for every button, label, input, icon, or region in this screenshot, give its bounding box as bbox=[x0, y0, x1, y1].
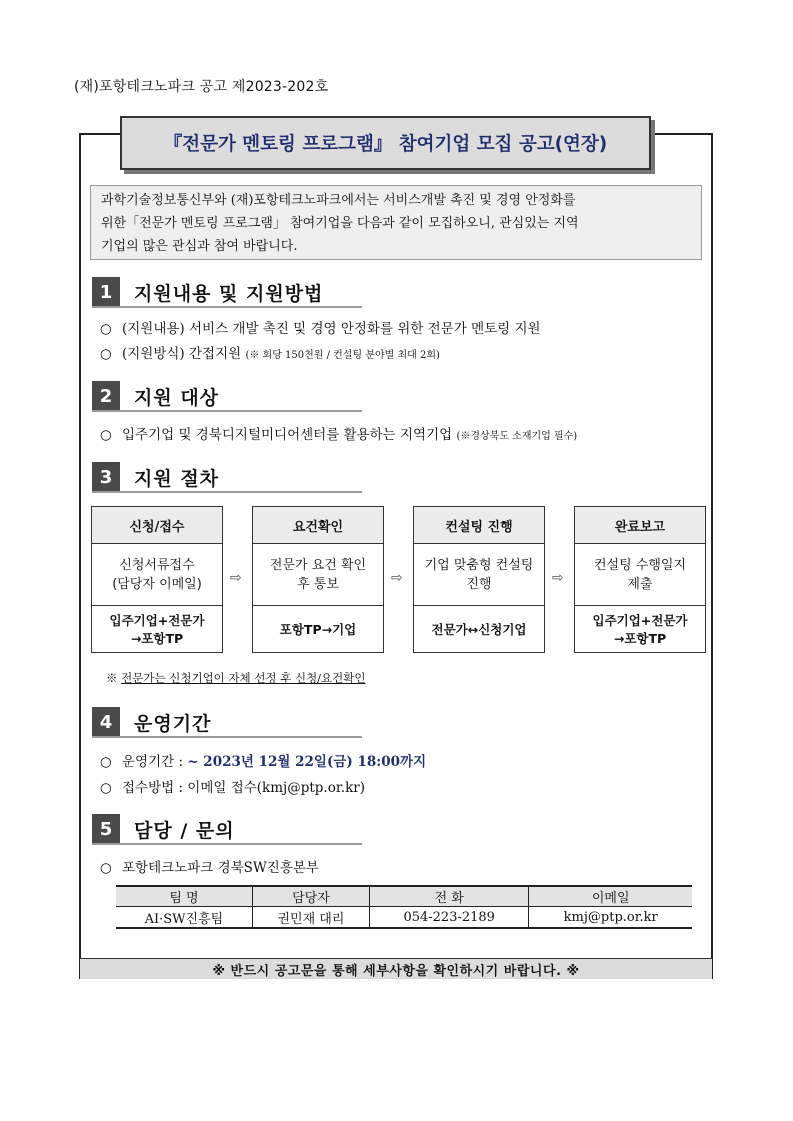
section-3-heading bbox=[92, 462, 219, 492]
table-cell: 권민재 대리 bbox=[252, 907, 369, 929]
right-arrow-icon: ⇨ bbox=[552, 570, 564, 586]
section-number: 2 bbox=[92, 381, 120, 411]
step-body-line: (담당자 이메일) bbox=[112, 576, 202, 592]
section-divider bbox=[92, 306, 362, 308]
bullet-note: (※경상북도 소재기업 필수) bbox=[456, 431, 578, 442]
title-box bbox=[120, 116, 651, 170]
table-row bbox=[116, 907, 692, 929]
step-footer-line: →포항TP bbox=[613, 631, 667, 646]
step-footer-line: 포항TP→기업 bbox=[279, 622, 357, 637]
notice-title: 『전문가 멘토링 프로그램』 참여기업 모집 공고(연장) bbox=[163, 134, 608, 155]
intro-box bbox=[90, 185, 702, 260]
column-header: 담당자 bbox=[252, 886, 369, 907]
deadline-text: ~ 2023년 12월 22일(금) 18:00까지 bbox=[187, 754, 427, 770]
bullet-item bbox=[100, 317, 541, 337]
step-body-line: 후 통보 bbox=[297, 576, 339, 592]
section-divider bbox=[92, 410, 362, 412]
section-number: 3 bbox=[92, 462, 120, 492]
step-body-line: 신청서류접수 bbox=[119, 557, 195, 573]
bullet-text: (지원방식) 간접지원 bbox=[122, 346, 242, 362]
right-arrow-icon: ⇨ bbox=[230, 570, 242, 586]
section-title: 지원 절차 bbox=[134, 467, 220, 490]
table-header-row bbox=[116, 886, 692, 907]
bullet-label: 운영기간 : bbox=[122, 754, 188, 770]
table-cell: AI·SW진흥팀 bbox=[116, 907, 252, 929]
section-title: 지원 대상 bbox=[134, 386, 220, 409]
bullet-text: 입주기업 및 경북디지털미디어센터를 활용하는 지역기업 bbox=[122, 427, 453, 443]
step-footer-line: 전문가↔신청기업 bbox=[431, 622, 527, 637]
bullet-item bbox=[100, 856, 319, 876]
section-title: 지원내용 및 지원방법 bbox=[134, 282, 324, 305]
process-step-4 bbox=[574, 506, 706, 653]
section-divider bbox=[92, 736, 362, 738]
bullet-mark: ○ bbox=[100, 860, 112, 876]
section-2-heading bbox=[92, 381, 219, 411]
step-header: 컨설팅 진행 bbox=[414, 507, 544, 544]
step-header: 요건확인 bbox=[253, 507, 383, 544]
note-text: 전문가는 신청기업이 자체 선정 후 신청/요건확인 bbox=[121, 671, 366, 685]
section-number: 1 bbox=[92, 277, 120, 307]
document-number: (재)포항테크노파크 공고 제2023-202호 bbox=[74, 79, 329, 95]
step-footer bbox=[414, 606, 544, 654]
column-header: 팀 명 bbox=[116, 886, 252, 907]
step-body bbox=[414, 544, 544, 606]
section-title: 담당 / 문의 bbox=[134, 819, 235, 842]
process-step-3 bbox=[413, 506, 545, 653]
table-cell: kmj@ptp.or.kr bbox=[529, 907, 692, 929]
bullet-mark: ○ bbox=[100, 346, 112, 362]
bullet-item bbox=[100, 423, 577, 443]
note-mark: ※ bbox=[106, 671, 118, 685]
section-4-heading bbox=[92, 707, 211, 737]
bullet-item bbox=[100, 342, 440, 362]
bullet-mark: ○ bbox=[100, 754, 112, 770]
intro-line: 과학기술정보통신부와 (재)포항테크노파크에서는 서비스개발 촉진 및 경영 안정화를 bbox=[101, 193, 576, 208]
right-arrow-icon: ⇨ bbox=[391, 570, 403, 586]
intro-line: 기업의 많은 관심과 참여 바랍니다. bbox=[101, 239, 298, 254]
step-body bbox=[575, 544, 705, 606]
bullet-text: 접수방법 : 이메일 접수(kmj@ptp.or.kr) bbox=[122, 780, 366, 796]
process-step-1 bbox=[91, 506, 223, 653]
step-footer bbox=[575, 606, 705, 654]
process-note bbox=[106, 670, 366, 686]
table-cell: 054-223-2189 bbox=[369, 907, 528, 929]
section-5-heading bbox=[92, 814, 235, 844]
bullet-mark: ○ bbox=[100, 427, 112, 443]
step-body-line: 기업 맞춤형 컨설팅 bbox=[424, 557, 534, 573]
column-header: 전 화 bbox=[369, 886, 528, 907]
bullet-item bbox=[100, 750, 426, 770]
process-step-2 bbox=[252, 506, 384, 653]
step-header: 완료보고 bbox=[575, 507, 705, 544]
bullet-text: (지원내용) 서비스 개발 촉진 및 경영 안정화를 위한 전문가 멘토링 지원 bbox=[122, 321, 541, 337]
contact-table bbox=[116, 885, 692, 929]
section-number: 4 bbox=[92, 707, 120, 737]
bullet-mark: ○ bbox=[100, 321, 112, 337]
section-divider bbox=[92, 843, 362, 845]
bullet-item bbox=[100, 776, 365, 796]
step-footer bbox=[253, 606, 383, 654]
bullet-text: 포항테크노파크 경북SW진흥본부 bbox=[122, 860, 319, 876]
step-body-line: 전문가 요건 확인 bbox=[269, 557, 367, 573]
column-header: 이메일 bbox=[529, 886, 692, 907]
section-number: 5 bbox=[92, 814, 120, 844]
step-body bbox=[92, 544, 222, 606]
step-footer-line: 입주기업+전문가 bbox=[592, 613, 688, 628]
section-divider bbox=[92, 491, 362, 493]
footer-notice: ※ 반드시 공고문을 통해 세부사항을 확인하시기 바랍니다. ※ bbox=[80, 958, 712, 979]
step-body-line: 제출 bbox=[627, 576, 653, 592]
step-footer-line: →포항TP bbox=[130, 631, 184, 646]
step-header: 신청/접수 bbox=[92, 507, 222, 544]
section-title: 운영기간 bbox=[134, 712, 212, 735]
section-1-heading bbox=[92, 277, 323, 307]
step-body-line: 컨설팅 수행일지 bbox=[593, 557, 687, 573]
bullet-mark: ○ bbox=[100, 780, 112, 796]
step-body-line: 진행 bbox=[466, 576, 492, 592]
step-footer bbox=[92, 606, 222, 654]
intro-line: 위한「전문가 멘토링 프로그램」 참여기업을 다음과 같이 모집하오니, 관심있는 지역 bbox=[101, 216, 579, 231]
bullet-note: (※ 회당 150천원 / 컨설팅 분야별 최대 2회) bbox=[245, 350, 440, 361]
step-footer-line: 입주기업+전문가 bbox=[109, 613, 205, 628]
step-body bbox=[253, 544, 383, 606]
